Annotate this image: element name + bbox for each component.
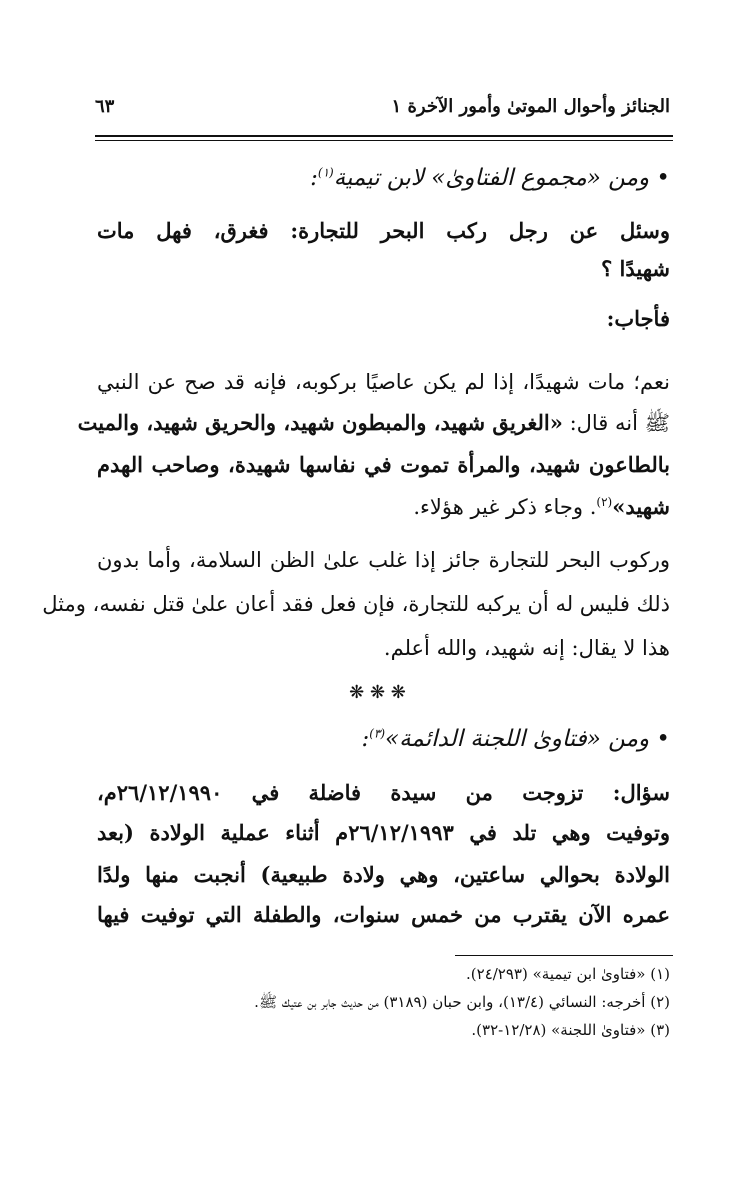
paragraph-line: ذلك فليس له أن يركبه للتجارة، فإن فعل فقد أعان علىٰ قتل نفسه، ومثل [42, 592, 670, 616]
question-line: شهيدًا ؟ [601, 256, 670, 281]
paragraph-line: وركوب البحر للتجارة جائز إذا غلب علىٰ الظن السلامة، وأما بدون [97, 548, 670, 572]
answer-label: فأجاب: [606, 306, 670, 331]
header-rule [95, 135, 673, 137]
page-number: ٦٣ [95, 96, 115, 117]
paragraph-line: هذا لا يقال: إنه شهيد، والله أعلم. [383, 636, 670, 660]
hadith-text: «الغريق شهيد، والمبطون شهيد، والحريق شهيد، والميت [77, 410, 563, 435]
section-heading-lajna: • ومن «فتاوىٰ اللجنة الدائمة»$^{(٣)}$: [361, 726, 670, 752]
header-title: الجنائز وأحوال الموتىٰ وأمور الآخرة ١ [391, 96, 670, 117]
answer-line: شهيد»$^{(٢)}$. وجاء ذكر غير هؤلاء. [413, 494, 670, 519]
footnote: (٢) أخرجه: النسائي (١٣/٤)، وابن حبان (٣١٨٩) من حديث جابر بن عتيك ﷺ. [254, 993, 670, 1011]
footnote: (٣) «فتاوىٰ اللجنة» (١٢/٢٨-٣٢). [471, 1021, 670, 1039]
footnote-ref: (٣) [369, 726, 386, 741]
running-header [95, 92, 670, 128]
footnote-ref: (٢) [596, 495, 613, 509]
hadith-line: بالطاعون شهيد، والمرأة تموت في نفاسها شهيدة، وصاحب الهدم [97, 452, 670, 477]
header-rule-thin [95, 140, 673, 141]
footnote: (١) «فتاوىٰ ابن تيمية» (٢٤/٢٩٣). [466, 965, 670, 983]
question-line: الولادة بحوالي ساعتين، وهي ولادة طبيعية) أنجبت منها ولدًا [97, 862, 670, 887]
footnote-ref: (١) [317, 165, 334, 180]
answer-line: نعم؛ مات شهيدًا، إذا لم يكن عاصيًا بركوبه، فإنه قد صح عن النبي [97, 370, 670, 394]
question-line: عمره الآن يقترب من خمس سنوات، والطفلة التي توفيت فيها [97, 902, 670, 927]
section-separator: ❋ ❋ ❋ [349, 682, 406, 703]
question-line: وسئل عن رجل ركب البحر للتجارة: فغرق، فهل مات [97, 218, 670, 243]
question-line: سؤال: تزوجت من سيدة فاضلة في ٢٦/١٢/١٩٩٠م، [97, 780, 670, 805]
question-line: وتوفيت وهي تلد في ٢٦/١٢/١٩٩٣م أثناء عملية الولادة (بعد [97, 820, 670, 845]
answer-line: ﷺ أنه قال: «الغريق شهيد، والمبطون شهيد، والحريق شهيد، والميت [77, 410, 670, 435]
section-heading-ibn-taymiyya: • ومن «مجموع الفتاوىٰ» لابن تيمية$^{(١)}$: [310, 165, 670, 191]
footnote-rule [455, 955, 673, 956]
